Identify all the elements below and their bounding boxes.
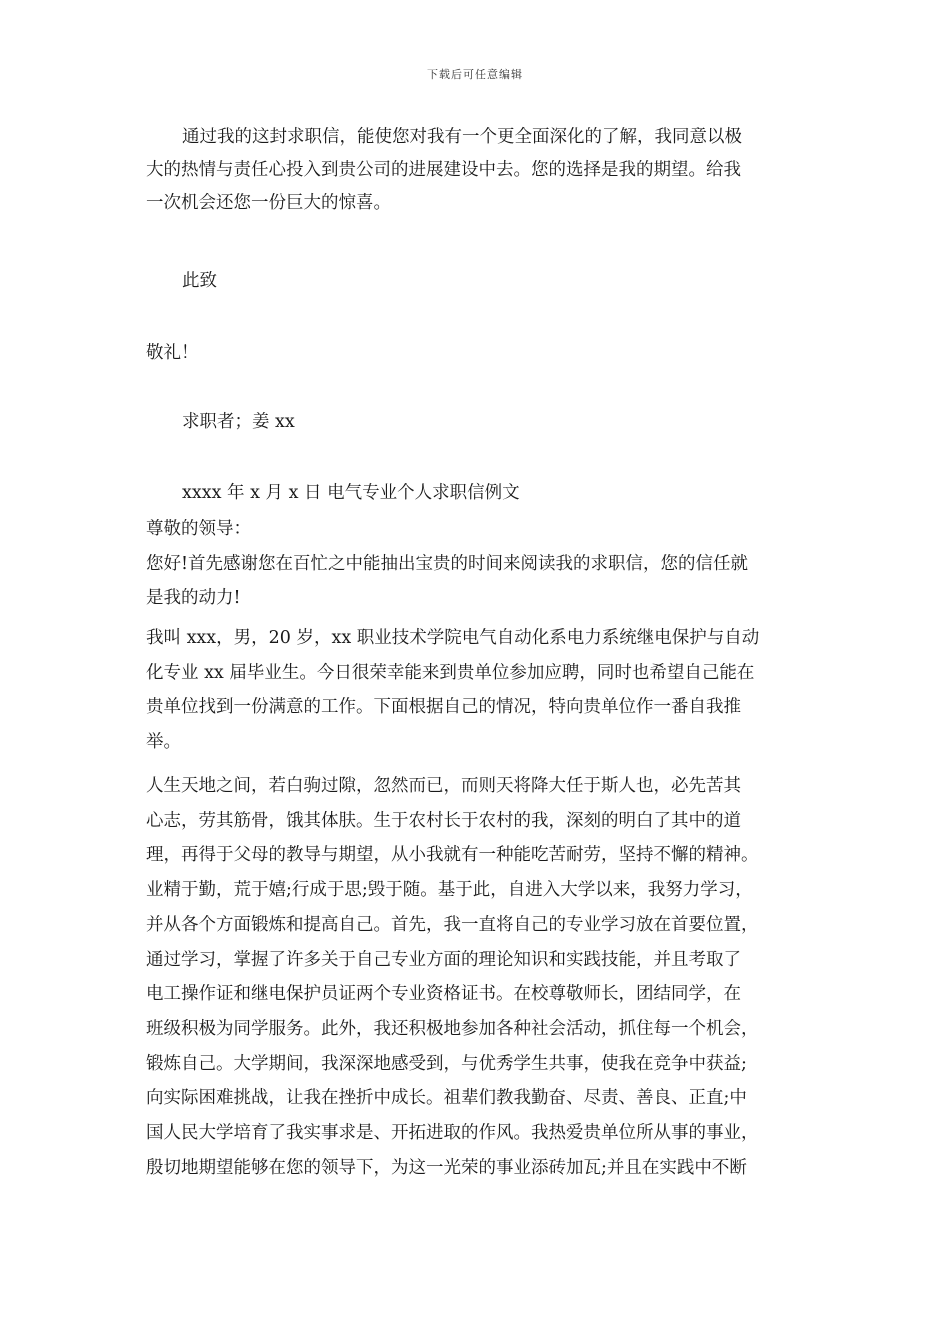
signature: 求职者；姜 xx	[182, 412, 295, 432]
text-line: 业精于勤，荒于嬉;行成于思;毁于随。基于此，自进入大学以来，我努力学习，	[146, 880, 753, 901]
text-line: 举。	[146, 731, 181, 752]
text-line: 是我的动力!	[146, 588, 241, 608]
text-line: 大的热情与责任心投入到贵公司的进展建设中去。您的选择是我的期望。给我	[146, 160, 741, 180]
text-line: 锻炼自己。大学期间，我深深地感受到，与优秀学生共事，使我在竞争中获益;	[146, 1053, 747, 1074]
text-line: 班级积极为同学服务。此外，我还积极地参加各种社会活动，抓住每一个机会，	[146, 1018, 759, 1039]
date-and-title: xxxx 年 x 月 x 日 电气专业个人求职信例文	[182, 483, 520, 503]
salutation: 此致	[182, 271, 217, 291]
text-line: 通过学习，掌握了许多关于自己专业方面的理论知识和实践技能，并且考取了	[146, 949, 741, 970]
text-line: 化专业 xx 届毕业生。今日很荣幸能来到贵单位参加应聘，同时也希望自己能在	[146, 662, 755, 683]
text-line: 一次机会还您一份巨大的惊喜。	[146, 193, 391, 213]
letter-greeting: 尊敬的领导：	[146, 519, 251, 539]
text-line: 贵单位找到一份满意的工作。下面根据自己的情况，特向贵单位作一番自我推	[146, 697, 741, 717]
closing-paragraph	[146, 121, 810, 220]
letter-paragraph-3	[146, 769, 810, 1185]
text-line: 您好!首先感谢您在百忙之中能抽出宝贵的时间来阅读我的求职信，您的信任就	[146, 554, 749, 574]
text-line: 电工操作证和继电保护员证两个专业资格证书。在校尊敬师长，团结同学，在	[146, 984, 741, 1005]
text-line: 理，再得于父母的教导与期望，从小我就有一种能吃苦耐劳，坚持不懈的精神。	[146, 845, 759, 866]
letter-paragraph-1	[146, 547, 810, 615]
text-line: 国人民大学培育了我实事求是、开拓进取的作风。我热爱贵单位所从事的事业，	[146, 1123, 759, 1144]
text-line: 并从各个方面锻炼和提高自己。首先，我一直将自己的专业学习放在首要位置，	[146, 914, 759, 935]
letter-paragraph-2	[146, 621, 810, 759]
text-line: 殷切地期望能够在您的领导下，为这一光荣的事业添砖加瓦;并且在实践中不断	[146, 1157, 747, 1178]
page-header-note: 下载后可任意编辑	[427, 68, 523, 81]
text-line: 心志，劳其筋骨，饿其体肤。生于农村长于农村的我，深刻的明白了其中的道	[146, 810, 741, 831]
text-line: 人生天地之间，若白驹过隙，忽然而已，而则天将降大任于斯人也，必先苦其	[146, 776, 741, 796]
regards: 敬礼！	[146, 343, 199, 363]
text-line: 通过我的这封求职信，能使您对我有一个更全面深化的了解，我同意以极	[182, 127, 742, 147]
text-line: 向实际困难挑战，让我在挫折中成长。祖辈们教我勤奋、尽责、善良、正直;中	[146, 1088, 747, 1109]
text-line: 我叫 xxx，男，20 岁，xx 职业技术学院电气自动化系电力系统继电保护与自动	[146, 628, 760, 648]
